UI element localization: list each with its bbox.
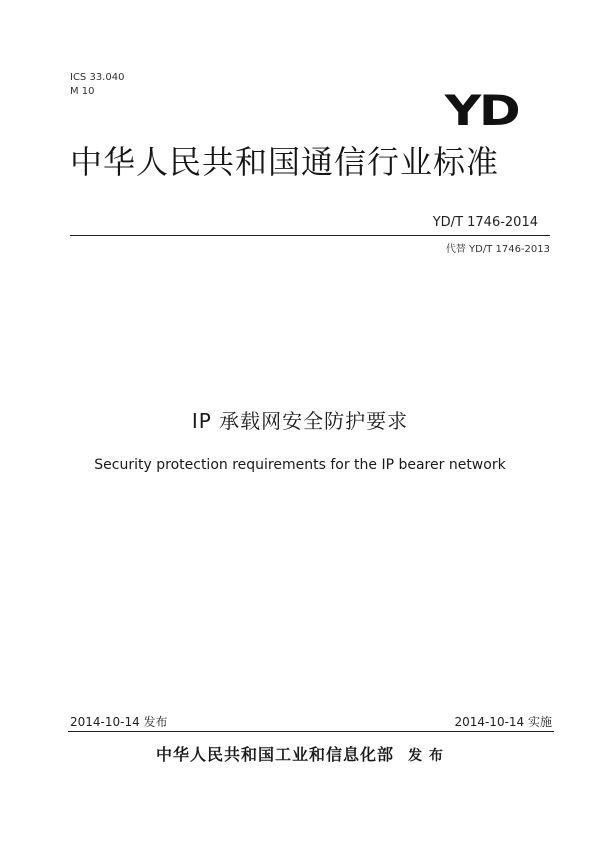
header-divider <box>70 235 550 236</box>
publisher <box>0 742 600 765</box>
replaces-standard: 代替 YD/T 1746-2013 <box>445 244 550 255</box>
publisher-name: 中华人民共和国工业和信息化部 <box>156 745 395 764</box>
ccs-code: M 10 <box>70 86 95 97</box>
yd-logo: YD <box>444 86 518 135</box>
ics-code: ICS 33.040 <box>70 72 125 83</box>
standard-category-title: 中华人民共和国通信行业标准 <box>70 143 500 181</box>
footer-divider <box>68 731 554 732</box>
document-title-english: Security protection requirements for the IP bearer network <box>94 457 506 473</box>
document-title-chinese: IP 承载网安全防护要求 <box>191 409 409 433</box>
implementation-date: 2014-10-14 实施 <box>454 715 552 729</box>
publisher-suffix: 发 布 <box>408 748 444 764</box>
standard-number: YD/T 1746-2014 <box>432 215 538 230</box>
issue-date: 2014-10-14 发布 <box>70 715 168 729</box>
